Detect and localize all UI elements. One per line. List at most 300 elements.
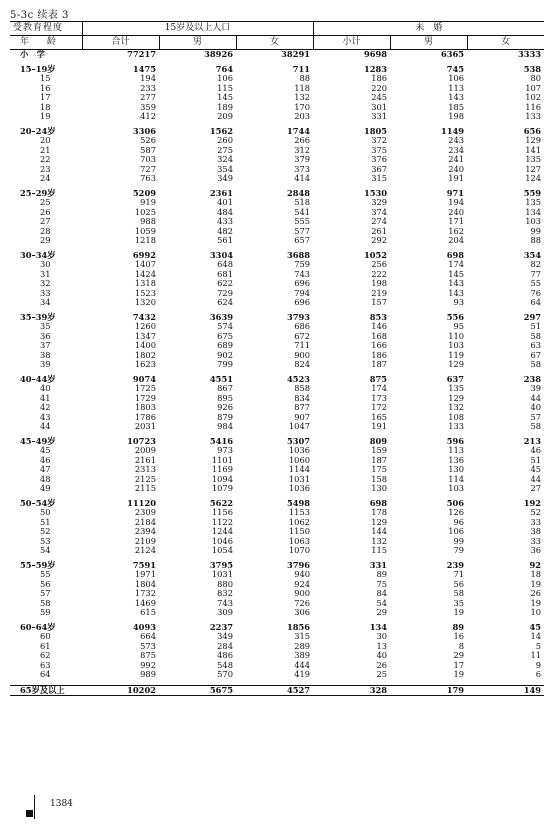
cell-value: 93 — [453, 297, 465, 307]
cell-value: 38926 — [204, 49, 233, 59]
cell-value: 349 — [217, 173, 233, 183]
cell-value: 331 — [369, 559, 388, 570]
cell-value: 256 — [371, 259, 388, 269]
cell-value: 570 — [217, 669, 233, 679]
cell-value: 6 — [535, 669, 542, 679]
row-label: 小 学 — [20, 49, 45, 59]
cell-value: 743 — [217, 597, 233, 608]
cell-value: 867 — [217, 383, 233, 393]
cell-value: 657 — [294, 235, 311, 245]
cell-value: 759 — [294, 259, 311, 269]
cell-value: 4527 — [236, 685, 313, 696]
cell-value: 198 — [448, 111, 465, 121]
cell-value: 173 — [371, 392, 388, 403]
cell-value: 7432 — [132, 311, 156, 322]
cell-value: 2009 — [134, 445, 156, 455]
cell-value: 555 — [294, 216, 311, 226]
cell-value: 359 — [140, 101, 156, 112]
cell-value: 19 — [530, 578, 542, 589]
cell-value: 145 — [217, 92, 233, 102]
cell-value: 349 — [217, 631, 233, 641]
cell-value: 5307 — [286, 435, 311, 446]
cell-value: 689 — [217, 340, 233, 350]
table-row — [10, 112, 544, 122]
cell-value: 129 — [448, 359, 465, 369]
cell-value: 80 — [530, 73, 542, 83]
cell-value: 126 — [448, 507, 465, 517]
cell-value: 239 — [446, 559, 465, 570]
cell-value: 1149 — [440, 125, 465, 136]
cell-value: 40 — [530, 402, 542, 412]
cell-value: 57 — [530, 411, 542, 422]
cell-value: 301 — [371, 101, 388, 112]
cell-value: 297 — [523, 311, 542, 322]
cell-value: 10 — [530, 607, 542, 617]
cell-value: 992 — [140, 659, 156, 670]
cell-value: 1318 — [134, 278, 156, 288]
cell-value: 794 — [294, 287, 311, 298]
cell-value: 198 — [371, 278, 388, 288]
cell-value: 681 — [217, 268, 233, 279]
cell-value: 1036 — [288, 445, 311, 455]
cell-value: 1804 — [134, 578, 156, 589]
cell-value: 419 — [294, 669, 311, 679]
cell-value: 106 — [448, 73, 465, 83]
cell-value: 1320 — [134, 297, 156, 307]
cell-value: 389 — [294, 650, 311, 660]
cell-value: 133 — [448, 421, 465, 431]
cell-value: 191 — [448, 173, 465, 183]
cell-value: 414 — [294, 173, 311, 183]
cell-value: 116 — [525, 101, 542, 112]
cell-value: 192 — [523, 497, 542, 508]
header-col-total: 合计 — [82, 36, 159, 50]
cell-value: 89 — [452, 621, 465, 632]
cell-value: 698 — [369, 497, 388, 508]
cell-value: 1150 — [288, 526, 311, 536]
cell-value: 136 — [448, 454, 465, 465]
cell-value: 1079 — [211, 483, 233, 493]
cell-value: 9074 — [132, 373, 156, 384]
cell-value: 219 — [371, 287, 388, 298]
cell-value: 675 — [217, 330, 233, 341]
cell-value: 506 — [446, 497, 465, 508]
cell-value: 711 — [292, 63, 311, 74]
cell-value: 1725 — [134, 383, 156, 393]
cell-value: 26 — [530, 588, 542, 598]
cell-value: 106 — [448, 526, 465, 536]
cell-value: 764 — [215, 63, 233, 74]
header-group-unmarried: 未 婚 — [313, 22, 544, 36]
cell-value: 9 — [535, 659, 542, 670]
cell-value: 559 — [523, 187, 542, 198]
cell-value: 187 — [371, 454, 388, 465]
cell-value: 2313 — [134, 464, 156, 474]
cell-value: 1218 — [134, 235, 156, 245]
cell-value: 596 — [446, 435, 465, 446]
cell-value: 134 — [525, 206, 542, 217]
header-col-female: 女 — [236, 36, 313, 50]
cell-value: 58 — [530, 421, 542, 431]
cell-value: 1144 — [288, 464, 311, 474]
cell-value: 686 — [294, 321, 311, 331]
cell-value: 51 — [530, 321, 542, 331]
cell-value: 77 — [530, 268, 542, 279]
cell-value: 3306 — [132, 125, 156, 136]
row-label: 60 — [40, 631, 51, 641]
row-label: 27 — [40, 216, 51, 226]
cell-value: 1054 — [211, 545, 233, 555]
cell-value: 698 — [446, 249, 465, 260]
cell-value: 573 — [140, 640, 156, 651]
cell-value: 329 — [371, 197, 388, 207]
row-label: 35–39岁 — [20, 311, 56, 322]
cell-value: 444 — [294, 659, 311, 670]
cell-value: 58 — [530, 330, 542, 341]
cell-value: 17 — [453, 659, 465, 670]
cell-value: 799 — [217, 359, 233, 369]
row-label: 25–29岁 — [20, 187, 56, 198]
cell-value: 103 — [448, 340, 465, 350]
cell-value: 622 — [217, 278, 233, 288]
cell-value: 124 — [525, 173, 542, 183]
cell-value: 56 — [453, 578, 465, 589]
cell-value: 194 — [140, 73, 156, 83]
row-label: 38 — [40, 349, 51, 360]
cell-value: 113 — [448, 445, 465, 455]
cell-value: 5498 — [286, 497, 311, 508]
cell-value: 1786 — [134, 411, 156, 422]
cell-value: 574 — [217, 321, 233, 331]
cell-value: 1283 — [363, 63, 388, 74]
cell-value: 260 — [217, 135, 233, 145]
cell-value: 58 — [453, 588, 465, 598]
row-label: 44 — [40, 421, 51, 431]
cell-value: 133 — [525, 111, 542, 121]
cell-value: 1623 — [134, 359, 156, 369]
cell-value: 95 — [453, 321, 465, 331]
cell-value: 703 — [140, 154, 156, 164]
cell-value: 3304 — [209, 249, 233, 260]
cell-value: 2309 — [134, 507, 156, 517]
cell-value: 178 — [371, 507, 388, 517]
row-label: 55 — [40, 569, 51, 579]
row-label: 42 — [40, 402, 51, 412]
row-label: 46 — [40, 454, 51, 465]
cell-value: 315 — [371, 173, 388, 183]
cell-value: 763 — [140, 173, 156, 183]
group-row — [10, 50, 544, 60]
cell-value: 924 — [294, 578, 311, 589]
cell-value: 127 — [525, 163, 542, 174]
row-label: 17 — [40, 92, 51, 102]
cell-value: 245 — [371, 92, 388, 102]
table-row — [10, 174, 544, 184]
cell-value: 186 — [371, 349, 388, 360]
cell-value: 209 — [217, 111, 233, 121]
cell-value: 222 — [371, 268, 388, 279]
row-label: 40 — [40, 383, 51, 393]
cell-value: 277 — [140, 92, 156, 102]
row-label: 48 — [40, 473, 51, 484]
cell-value: 284 — [217, 640, 233, 651]
cell-value: 132 — [371, 535, 388, 546]
cell-value: 141 — [525, 144, 542, 155]
cell-value: 1156 — [211, 507, 233, 517]
cell-value: 8 — [458, 640, 465, 651]
group-row — [10, 685, 544, 696]
cell-value: 2125 — [134, 473, 156, 484]
cell-value: 324 — [217, 154, 233, 164]
cell-value: 79 — [453, 545, 465, 555]
cell-value: 19 — [453, 607, 465, 617]
cell-value: 6992 — [132, 249, 156, 260]
cell-value: 103 — [525, 216, 542, 226]
cell-value: 1063 — [288, 535, 311, 546]
cell-value: 289 — [294, 640, 311, 651]
row-label: 65岁及以上 — [10, 685, 82, 696]
cell-value: 146 — [371, 321, 388, 331]
table-body — [10, 50, 544, 696]
cell-value: 89 — [376, 569, 388, 579]
cell-value: 538 — [523, 63, 542, 74]
data-table-container — [10, 21, 544, 696]
cell-value: 4551 — [209, 373, 233, 384]
cell-value: 1803 — [134, 402, 156, 412]
cell-value: 971 — [446, 187, 465, 198]
cell-value: 548 — [217, 659, 233, 670]
cell-value: 401 — [217, 197, 233, 207]
cell-value: 376 — [371, 154, 388, 164]
cell-value: 113 — [448, 82, 465, 93]
cell-value: 261 — [371, 225, 388, 236]
cell-value: 832 — [217, 588, 233, 598]
cell-value: 29 — [376, 607, 388, 617]
cell-value: 877 — [294, 402, 311, 412]
cell-value: 194 — [448, 197, 465, 207]
page-number: 1384 — [50, 799, 73, 809]
cell-value: 44 — [530, 473, 542, 484]
cell-value: 84 — [376, 588, 388, 598]
cell-value: 10202 — [82, 685, 159, 696]
cell-value: 19 — [453, 669, 465, 679]
cell-value: 729 — [217, 287, 233, 298]
cell-value: 145 — [448, 268, 465, 279]
cell-value: 35 — [453, 597, 465, 608]
cell-value: 940 — [294, 569, 311, 579]
cell-value: 143 — [448, 92, 465, 102]
cell-value: 541 — [294, 206, 311, 217]
cell-value: 103 — [448, 483, 465, 493]
row-label: 50 — [40, 507, 51, 517]
cell-value: 587 — [140, 144, 156, 155]
cell-value: 55 — [530, 278, 542, 288]
row-label: 56 — [40, 578, 51, 589]
cell-value: 134 — [369, 621, 388, 632]
cell-value: 2109 — [134, 535, 156, 546]
cell-value: 2237 — [209, 621, 233, 632]
row-label: 23 — [40, 163, 51, 174]
cell-value: 726 — [294, 597, 311, 608]
row-label: 36 — [40, 330, 51, 341]
row-label: 62 — [40, 650, 51, 660]
cell-value: 30 — [376, 631, 388, 641]
cell-value: 157 — [371, 297, 388, 307]
cell-value: 82 — [530, 259, 542, 269]
row-label: 32 — [40, 278, 51, 288]
cell-value: 118 — [294, 82, 311, 93]
cell-value: 1732 — [134, 588, 156, 598]
cell-value: 67 — [530, 349, 542, 360]
row-label: 63 — [40, 659, 51, 670]
row-label: 34 — [40, 297, 51, 307]
cell-value: 9698 — [363, 49, 388, 59]
cell-value: 615 — [140, 607, 156, 617]
row-label: 15 — [40, 73, 51, 83]
cell-value: 853 — [369, 311, 388, 322]
cell-value: 637 — [446, 373, 465, 384]
cell-value: 171 — [448, 216, 465, 226]
table-row — [10, 422, 544, 432]
cell-value: 27 — [530, 483, 542, 493]
row-label: 31 — [40, 268, 51, 279]
cell-value: 1052 — [363, 249, 388, 260]
cell-value: 1805 — [363, 125, 388, 136]
cell-value: 204 — [448, 235, 465, 245]
cell-value: 168 — [371, 330, 388, 341]
row-label: 41 — [40, 392, 51, 403]
row-label: 61 — [40, 640, 51, 651]
row-label: 20–24岁 — [20, 125, 56, 136]
cell-value: 114 — [448, 473, 465, 484]
cell-value: 4093 — [132, 621, 156, 632]
cell-value: 238 — [523, 373, 542, 384]
table-row — [10, 298, 544, 308]
cell-value: 10723 — [127, 435, 156, 446]
cell-value: 809 — [369, 435, 388, 446]
cell-value: 243 — [448, 135, 465, 145]
cell-value: 5209 — [132, 187, 156, 198]
cell-value: 266 — [294, 135, 311, 145]
cell-value: 44 — [530, 392, 542, 403]
cell-value: 5622 — [209, 497, 233, 508]
cell-value: 2031 — [134, 421, 156, 431]
page-footer — [34, 795, 154, 819]
row-label: 33 — [40, 287, 51, 298]
cell-value: 373 — [294, 163, 311, 174]
cell-value: 315 — [294, 631, 311, 641]
cell-value: 367 — [371, 163, 388, 174]
cell-value: 5 — [535, 640, 542, 651]
cell-value: 11120 — [127, 497, 156, 508]
cell-value: 1025 — [134, 206, 156, 217]
row-label: 24 — [40, 173, 51, 183]
cell-value: 64 — [530, 297, 542, 307]
cell-value: 3793 — [286, 311, 311, 322]
cell-value: 526 — [140, 135, 156, 145]
header-education-level: 受教育程度 — [10, 22, 82, 36]
row-label: 58 — [40, 597, 51, 608]
row-label: 21 — [40, 144, 51, 155]
cell-value: 115 — [217, 82, 233, 93]
row-label: 25 — [40, 197, 51, 207]
cell-value: 33 — [530, 516, 542, 527]
cell-value: 900 — [294, 349, 311, 360]
row-label: 35 — [40, 321, 51, 331]
row-label: 53 — [40, 535, 51, 546]
table-row — [10, 670, 544, 680]
row-label: 45–49岁 — [20, 435, 56, 446]
cell-value: 2124 — [134, 545, 156, 555]
row-label: 54 — [40, 545, 51, 555]
cell-value: 213 — [523, 435, 542, 446]
cell-value: 1094 — [211, 473, 233, 484]
data-table — [10, 21, 544, 696]
cell-value: 1153 — [288, 507, 311, 517]
cell-value: 292 — [371, 235, 388, 245]
cell-value: 624 — [217, 297, 233, 307]
cell-value: 875 — [369, 373, 388, 384]
cell-value: 3639 — [209, 311, 233, 322]
cell-value: 973 — [217, 445, 233, 455]
cell-value: 1244 — [211, 526, 233, 536]
cell-value: 165 — [371, 411, 388, 422]
cell-value: 38 — [530, 526, 542, 536]
cell-value: 88 — [530, 235, 542, 245]
row-label: 59 — [40, 607, 51, 617]
cell-value: 5675 — [159, 685, 236, 696]
cell-value: 187 — [371, 359, 388, 369]
row-label: 39 — [40, 359, 51, 369]
cell-value: 1856 — [286, 621, 311, 632]
cell-value: 1400 — [134, 340, 156, 350]
cell-value: 375 — [371, 144, 388, 155]
cell-value: 241 — [448, 154, 465, 164]
row-label: 64 — [40, 669, 51, 679]
cell-value: 234 — [448, 144, 465, 155]
cell-value: 1530 — [363, 187, 388, 198]
cell-value: 1122 — [211, 516, 233, 527]
cell-value: 88 — [299, 73, 311, 83]
cell-value: 372 — [371, 135, 388, 145]
cell-value: 129 — [448, 392, 465, 403]
cell-value: 39 — [530, 383, 542, 393]
cell-value: 743 — [294, 268, 311, 279]
cell-value: 4523 — [286, 373, 311, 384]
cell-value: 1971 — [134, 569, 156, 579]
cell-value: 274 — [371, 216, 388, 226]
cell-value: 149 — [467, 685, 544, 696]
cell-value: 1169 — [211, 464, 233, 474]
cell-value: 354 — [217, 163, 233, 174]
cell-value: 1046 — [211, 535, 233, 546]
cell-value: 115 — [371, 545, 388, 555]
row-label: 15–19岁 — [20, 63, 56, 74]
cell-value: 144 — [371, 526, 388, 536]
row-label: 30 — [40, 259, 51, 269]
cell-value: 1060 — [288, 454, 311, 465]
cell-value: 648 — [217, 259, 233, 269]
cell-value: 2394 — [134, 526, 156, 536]
cell-value: 186 — [371, 73, 388, 83]
cell-value: 711 — [294, 340, 311, 350]
cell-value: 29 — [453, 650, 465, 660]
cell-value: 119 — [448, 349, 465, 360]
cell-value: 1562 — [209, 125, 233, 136]
cell-value: 130 — [448, 464, 465, 474]
cell-value: 179 — [390, 685, 467, 696]
cell-value: 159 — [371, 445, 388, 455]
